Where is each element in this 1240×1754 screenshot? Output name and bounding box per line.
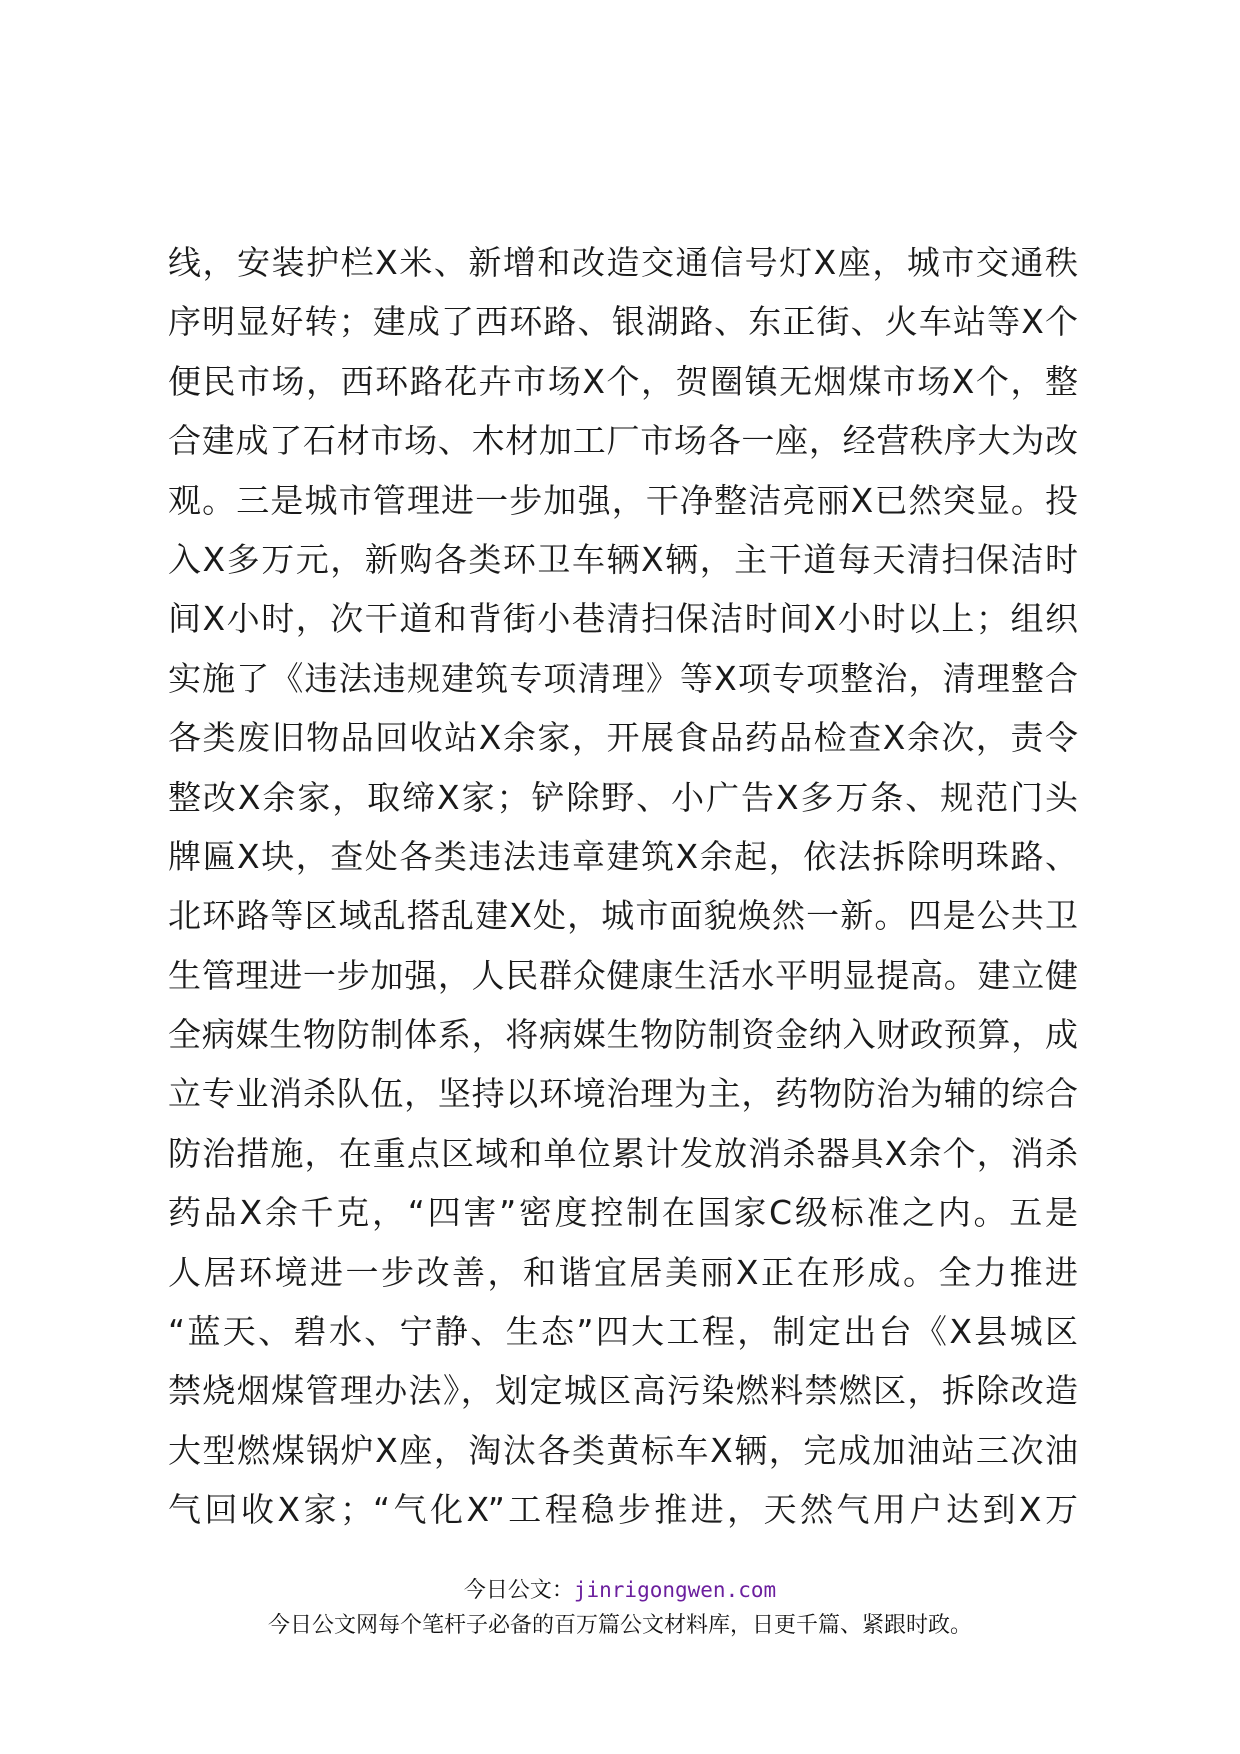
text-line: 观。三是城市管理进一步加强，干净整洁亮丽X已然突显。投: [168, 480, 1078, 520]
text-line: 便民市场，西环路花卉市场X个，贺圈镇无烟煤市场X个，整: [168, 361, 1078, 401]
text-line: “蓝天、碧水、宁静、生态”四大工程，制定出台《X县城区: [168, 1312, 1078, 1352]
footer-site-label: 今日公文：: [463, 1578, 574, 1603]
text-line: 生管理进一步加强，人民群众健康生活水平明显提高。建立健: [168, 955, 1078, 995]
text-line: 牌匾X块，查处各类违法违章建筑X余起，依法拆除明珠路、: [168, 836, 1078, 876]
text-line: 整改X余家，取缔X家；铲除野、小广告X多万条、规范门头: [168, 777, 1078, 817]
text-line: 间X小时，次干道和背街小巷清扫保洁时间X小时以上；组织: [168, 599, 1078, 639]
text-line: 序明显好转；建成了西环路、银湖路、东正街、火车站等X个: [168, 302, 1078, 342]
text-line: 实施了《违法违规建筑专项清理》等X项专项整治，清理整合: [168, 658, 1078, 698]
text-line: 入X多万元，新购各类环卫车辆X辆，主干道每天清扫保洁时: [168, 539, 1078, 579]
text-line: 北环路等区域乱搭乱建X处，城市面貌焕然一新。四是公共卫: [168, 896, 1078, 936]
document-body: [168, 233, 1078, 1540]
text-line: 防治措施，在重点区域和单位累计发放消杀器具X余个，消杀: [168, 1133, 1078, 1173]
text-line: 全病媒生物防制体系，将病媒生物防制资金纳入财政预算，成: [168, 1015, 1078, 1055]
footer-site-line: [0, 1573, 1240, 1604]
text-line: 合建成了石材市场、木材加工厂市场各一座，经营秩序大为改: [168, 421, 1078, 461]
text-line: 禁烧烟煤管理办法》，划定城区高污染燃料禁燃区，拆除改造: [168, 1371, 1078, 1411]
text-line: 人居环境进一步改善，和谐宜居美丽X正在形成。全力推进: [168, 1252, 1078, 1292]
text-line: 大型燃煤锅炉X座，淘汰各类黄标车X辆，完成加油站三次油: [168, 1430, 1078, 1470]
text-line: 立专业消杀队伍，坚持以环境治理为主，药物防治为辅的综合: [168, 1074, 1078, 1114]
text-line: 药品X余千克，“四害”密度控制在国家C级标准之内。五是: [168, 1193, 1078, 1233]
footer-tagline: 今日公文网每个笔杆子必备的百万篇公文材料库，日更千篇、紧跟时政。: [267, 1613, 972, 1638]
text-line: 线，安装护栏X米、新增和改造交通信号灯X座，城市交通秩: [168, 243, 1078, 282]
footer-site-link[interactable]: jinrigongwen.com: [573, 1578, 777, 1602]
text-line: 气回收X家；“气化X”工程稳步推进，天然气用户达到X万: [168, 1490, 1078, 1530]
text-line: 各类废旧物品回收站X余家，开展食品药品检查X余次，责令: [168, 718, 1078, 758]
